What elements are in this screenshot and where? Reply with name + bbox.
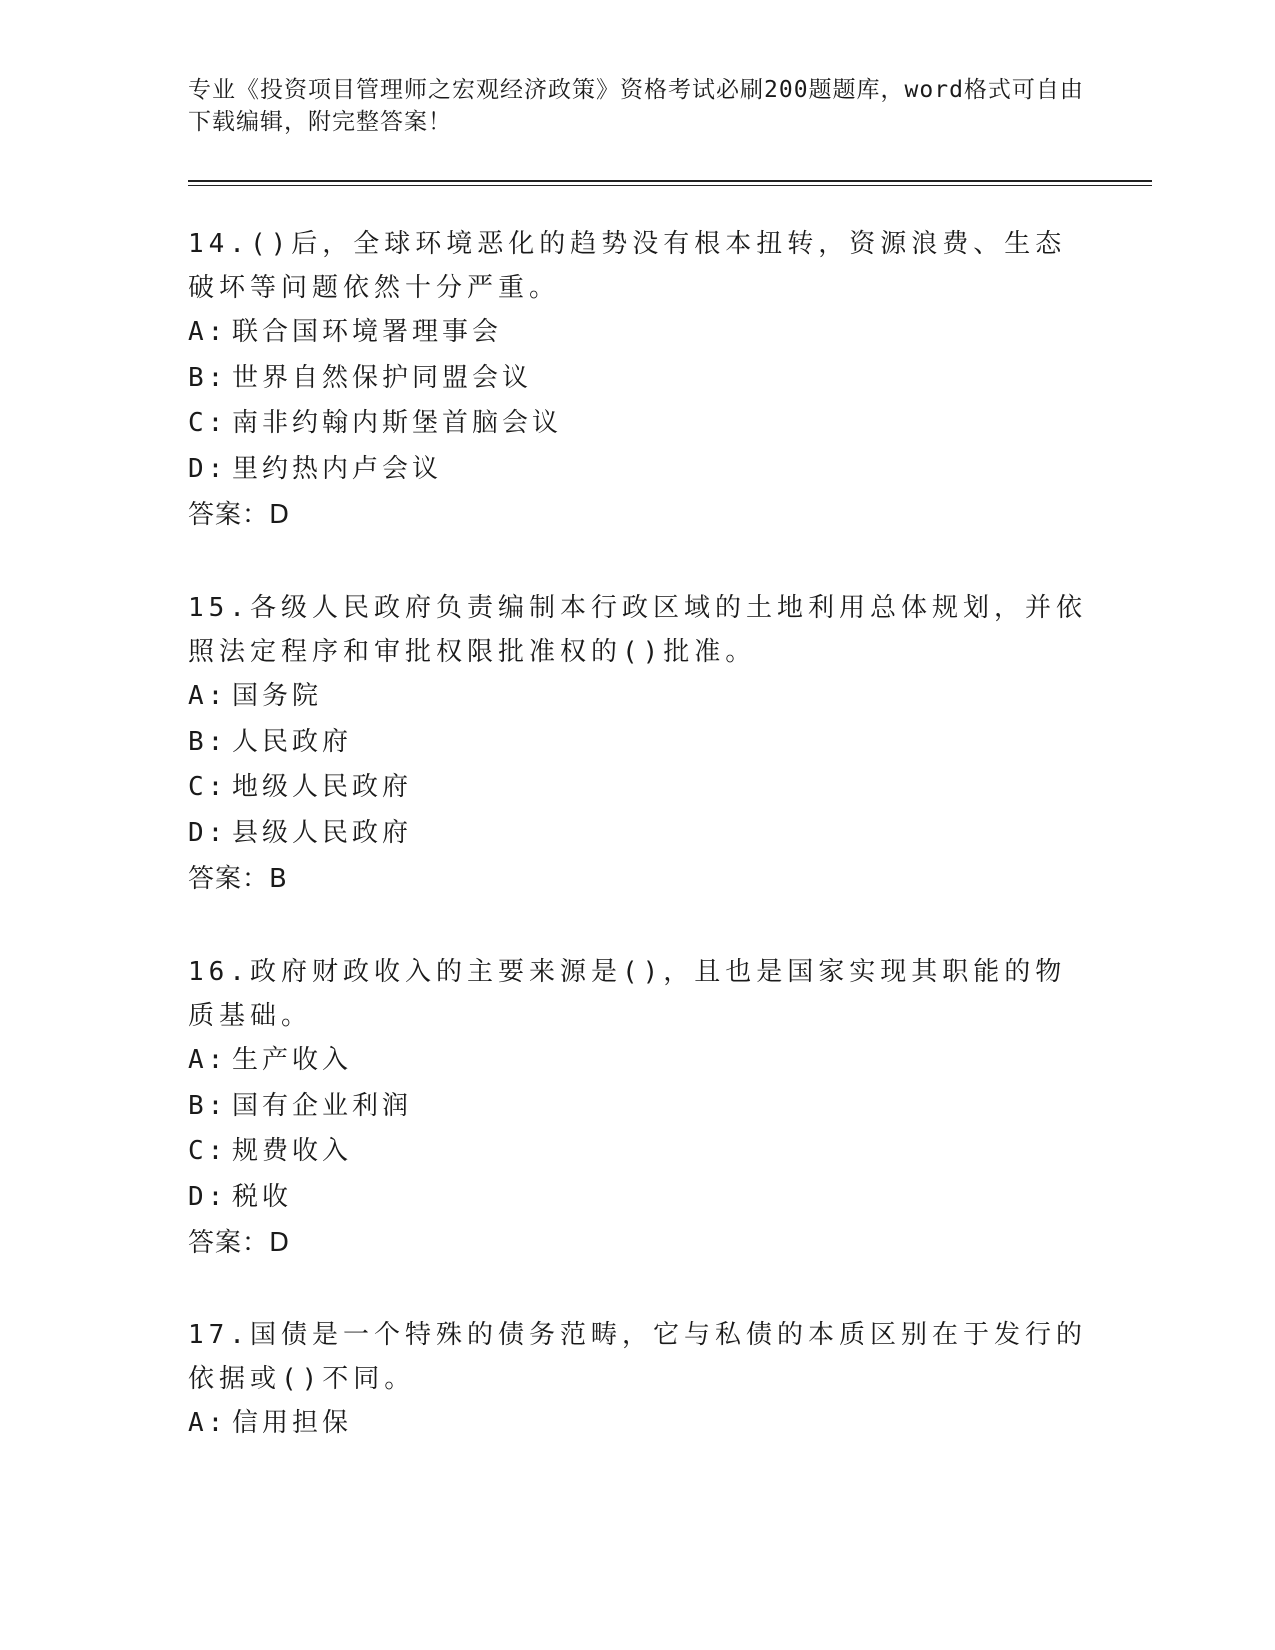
option-key: C:	[188, 772, 228, 802]
option-d	[188, 811, 1088, 857]
option-a	[188, 1038, 1088, 1084]
option-text: 县级人民政府	[232, 817, 413, 848]
option-key: D:	[188, 817, 228, 848]
document-header: 专业《投资项目管理师之宏观经济政策》资格考试必刷200题题库，word格式可自由下载编辑，附完整答案！	[188, 77, 1084, 135]
option-text: 联合国环境署理事会	[232, 317, 503, 347]
option-key: D:	[188, 453, 228, 484]
option-text: 世界自然保护同盟会议	[232, 362, 533, 393]
option-key: A:	[188, 681, 228, 711]
option-text: 国有企业利润	[232, 1090, 413, 1121]
option-key: C:	[188, 1136, 228, 1166]
option-key: A:	[188, 317, 228, 347]
option-key: B:	[188, 1090, 228, 1121]
option-text: 生产收入	[232, 1045, 353, 1075]
option-key: B:	[188, 362, 228, 393]
question-stem: 15.各级人民政府负责编制本行政区域的土地利用总体规划，并依照法定程序和审批权限批准权的()批准。	[188, 593, 1087, 667]
question-stem: 14.()后，全球环境恶化的趋势没有根本扭转，资源浪费、生态破坏等问题依然十分严重。	[188, 229, 1067, 303]
option-a	[188, 674, 1088, 720]
question-16	[188, 950, 1088, 1266]
question-15	[188, 586, 1088, 902]
option-d	[188, 447, 1088, 493]
option-text: 里约热内卢会议	[232, 453, 443, 484]
option-text: 规费收入	[232, 1136, 353, 1166]
option-b	[188, 356, 1088, 402]
question-stem: 16.政府财政收入的主要来源是()，且也是国家实现其职能的物质基础。	[188, 957, 1067, 1031]
header-rule-thin	[188, 185, 1152, 186]
option-d	[188, 1175, 1088, 1221]
answer: 答案：D	[188, 500, 291, 530]
option-b	[188, 720, 1088, 766]
option-text: 税收	[232, 1181, 293, 1212]
option-key: A:	[188, 1408, 228, 1438]
option-text: 信用担保	[232, 1408, 353, 1438]
header-rule-thick	[188, 180, 1152, 182]
answer: 答案：B	[188, 864, 288, 894]
question-17	[188, 1313, 1088, 1447]
option-key: B:	[188, 726, 228, 757]
option-c	[188, 401, 1088, 447]
option-text: 地级人民政府	[232, 772, 413, 802]
option-text: 国务院	[232, 681, 323, 711]
option-a	[188, 1401, 1088, 1447]
option-c	[188, 765, 1088, 811]
question-14	[188, 222, 1088, 538]
answer: 答案：D	[188, 1228, 291, 1258]
option-key: A:	[188, 1045, 228, 1075]
question-stem: 17.国债是一个特殊的债务范畴，它与私债的本质区别在于发行的依据或()不同。	[188, 1320, 1087, 1394]
option-text: 人民政府	[232, 726, 353, 757]
option-key: D:	[188, 1181, 228, 1212]
option-key: C:	[188, 408, 228, 438]
option-c	[188, 1129, 1088, 1175]
option-b	[188, 1084, 1088, 1130]
option-text: 南非约翰内斯堡首脑会议	[232, 408, 563, 438]
option-a	[188, 310, 1088, 356]
